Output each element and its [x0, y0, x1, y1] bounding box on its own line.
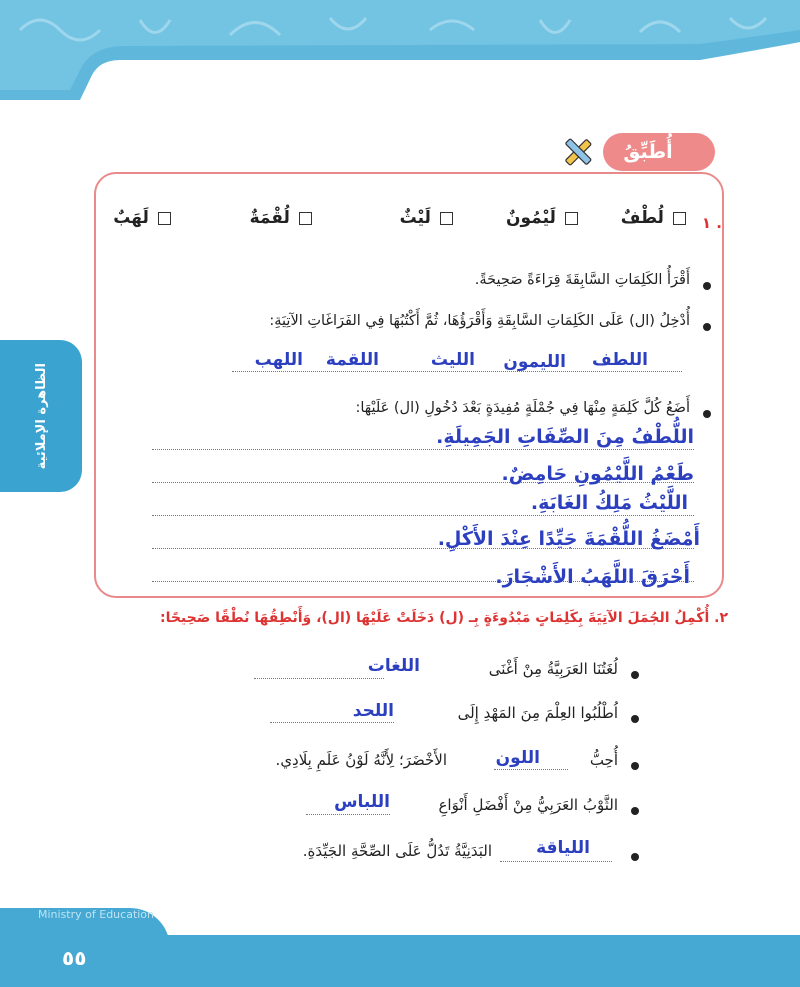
ministry-watermark: Ministry of Education: [38, 908, 155, 921]
side-tab-label: الظاهرة الإملائية: [33, 362, 49, 470]
word-option-4[interactable]: [250, 208, 312, 228]
bullet: [631, 671, 639, 679]
bullet: [703, 282, 711, 290]
answer-word: الليمون: [503, 352, 566, 372]
word-option-2[interactable]: [506, 208, 578, 228]
blank-line: [254, 678, 384, 679]
word-option-5[interactable]: [113, 208, 171, 228]
instruction-add: أُدْخِلُ (ال) عَلَى الكَلِمَاتِ السَّابِقَةِ وَأَقْرَؤُهَا، ثُمَّ أَكْتُبُهَا فِي الفَرَاغَاتِ الآتِيَةِ:: [269, 313, 690, 329]
bullet: [703, 323, 711, 331]
side-tab-label-wrap: [0, 340, 82, 492]
word-text: لَيْثٌ: [399, 208, 431, 228]
ruler-pencil-icon: [560, 135, 596, 169]
instruction-sentence: أَضَعُ كُلَّ كَلِمَةٍ مِنْهَا فِي جُمْلَةٍ مُفِيدَةٍ بَعْدَ دُخُولِ (ال) عَلَيْهَا:: [355, 400, 690, 416]
bullet: [631, 853, 639, 861]
writing-line: [152, 449, 694, 450]
handwritten-sentence: اللَّيْثُ مَلِكُ الغَابَةِ.: [530, 492, 688, 514]
checkbox[interactable]: [440, 212, 453, 225]
section-title: أُطَبِّقُ: [623, 141, 673, 163]
handwritten-sentence: أَحْرَقَ اللَّهَبُ الأَشْجَارَ.: [495, 566, 690, 588]
bullet: [631, 715, 639, 723]
word-option-1[interactable]: [621, 208, 686, 228]
instruction-read: أَقْرَأُ الكَلِمَاتِ السَّابِقَةَ قِرَاءَةً صَحِيحَةً.: [474, 272, 690, 288]
blank-line: [306, 814, 390, 815]
checkbox[interactable]: [299, 212, 312, 225]
bullet: [631, 762, 639, 770]
fill-answer: اللحد: [352, 701, 394, 721]
answer-line: [232, 371, 682, 372]
word-text: لُقْمَةٌ: [249, 208, 290, 228]
top-banner: [0, 0, 800, 100]
sentence-text: البَدَنِيَّةُ تَدُلُّ عَلَى الصِّحَّةِ الجَيِّدَةِ.: [302, 842, 492, 860]
handwritten-sentence: أَمْضَغُ اللُّقْمَةَ جَيِّدًا عِنْدَ الأَكْلِ.: [437, 528, 700, 550]
blank-line: [494, 769, 568, 770]
sentence-text: أُحِبُّ: [589, 751, 618, 769]
sentence-text: اُطْلُبُوا العِلْمَ مِنَ المَهْدِ إِلَى: [457, 704, 618, 722]
question-1-number: ١ .: [701, 214, 722, 232]
sentence-text: الثَّوْبُ العَرَبِيُّ مِنْ أَفْضَلِ أَنْوَاعِ: [438, 796, 618, 814]
word-text: لَيْمُونٌ: [506, 208, 556, 228]
page-number: ٥٥: [62, 946, 87, 970]
blank-line: [500, 861, 612, 862]
handwritten-sentence: اللُّطْفُ مِنَ الصِّفَاتِ الجَمِيلَةِ.: [436, 426, 694, 448]
answer-word: اللقمة: [325, 350, 379, 370]
fill-answer: اللغات: [367, 656, 420, 676]
word-text: لَهَبٌ: [113, 208, 149, 228]
footer-bar: [0, 935, 800, 987]
checkbox[interactable]: [158, 212, 171, 225]
bullet: [631, 807, 639, 815]
question-2-title: ٢. أُكْمِلُ الجُمَلَ الآتِيَةَ بِكَلِمَاتٍ مَبْدُوءَةٍ بِـ (ل) دَخَلَتْ عَلَيْهَا (ال)، وَأَنْطِقُهَا نُطْقًا صَحِيحًا:: [159, 610, 728, 626]
word-text: لُطْفٌ: [620, 208, 664, 228]
fill-answer: اللون: [495, 748, 540, 768]
checkbox[interactable]: [565, 212, 578, 225]
checkbox[interactable]: [673, 212, 686, 225]
fill-answer: اللياقة: [536, 838, 590, 858]
answer-word: اللطف: [592, 350, 648, 370]
fill-answer: اللباس: [334, 792, 390, 812]
sentence-text: لُغَتُنَا العَرَبِيَّةُ مِنْ أَغْنَى: [488, 660, 618, 678]
answer-word: الليث: [430, 350, 475, 370]
blank-line: [270, 722, 394, 723]
handwritten-sentence: طَعْمُ اللَّيْمُونِ حَامِضٌ.: [501, 463, 694, 485]
writing-line: [152, 515, 694, 516]
answer-word: اللهب: [254, 350, 303, 370]
word-option-3[interactable]: [400, 208, 453, 228]
bullet: [703, 410, 711, 418]
sentence-text: الأَخْضَرَ؛ لِأَنَّهُ لَوْنُ عَلَمِ بِلَادِي.: [275, 751, 447, 769]
